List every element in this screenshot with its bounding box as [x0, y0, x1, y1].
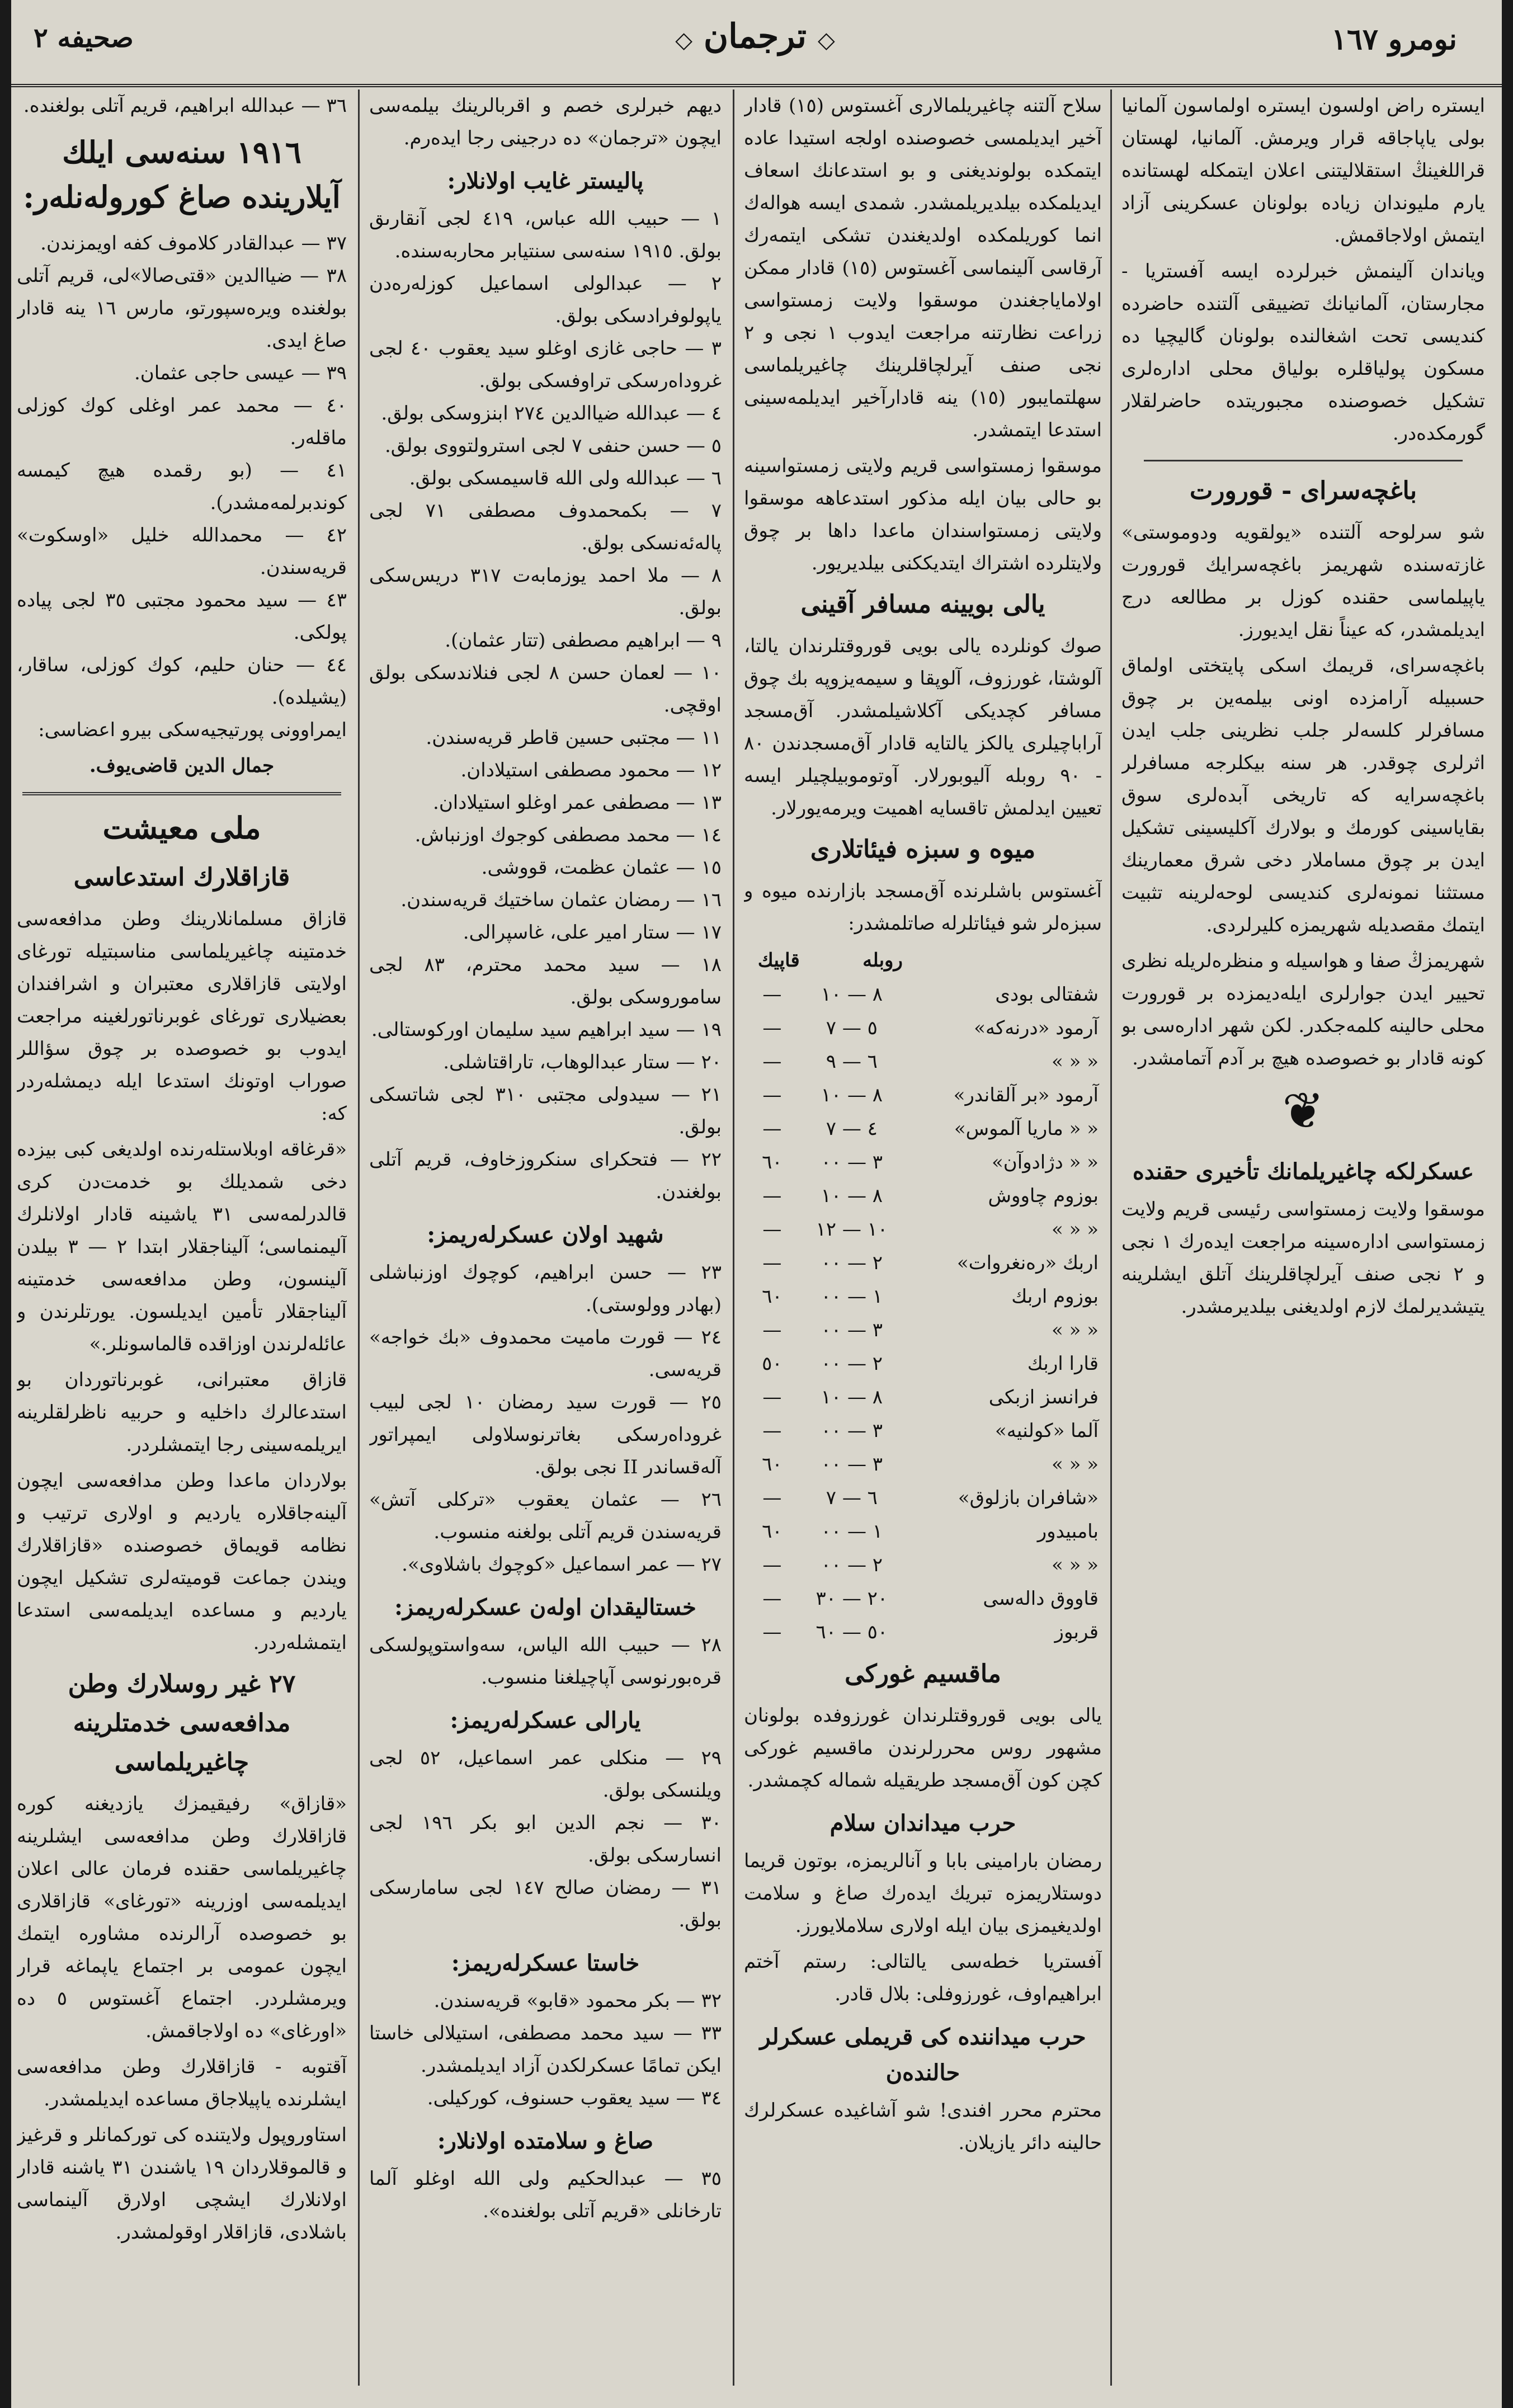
section-heading: صاغ و سلامتده اولانلار: [437, 2128, 654, 2154]
table-row [744, 1146, 1102, 1179]
price-rubles: ٥٠ — ٦٠ [816, 1621, 888, 1643]
price-item-name: اربك «رەنغروات» [956, 1252, 1099, 1274]
list-item: ٤٠ — محمد عمر اوغلى كوك كوزلى ماقلەر. [17, 394, 347, 449]
paragraph: شو سرلوحه آلتنده «يولقويه ودوموستى» غازته‌سنده شهريمز باغچه‌سرايك قورورت ياپيلماسى حقنده كوزل بر مطالعه درج ايديلمشدر، كه عيناً نقل ايديورز. [1121, 521, 1485, 641]
paragraph: موسقوا ولايت زمستواسى رئيسى قريم ولايت زمستواسى اداره‌سينه مراجعت ايده‌رك ١ نجى و ٢ نجى صنف آيرلچاقلرينك آتلق ايشلرينه يتيشديرلمك لازم اولديغنى بيلديرمشدر. [1121, 1198, 1485, 1318]
section-heading: ٢٧ غير روسلارك وطن مدافعه‌سى خدمتلرينه چاغيريلماسى [68, 1670, 296, 1776]
table-row [744, 1313, 1102, 1347]
price-table [744, 943, 1102, 1649]
list-item: ٩ — ابراهيم مصطفى (تتار عثمان). [445, 629, 722, 652]
table-row [744, 1078, 1102, 1112]
section-heading: حرب ميداننده كى قريملى عسكرلر حالندەن [760, 2024, 1086, 2086]
section-heading: پاليستر غايب اولانلار: [447, 168, 644, 194]
list-item: ١٨ — سيد محمد محترم، ٨٣ لجى ساموروسكى بولق. [369, 954, 722, 1009]
masthead [11, 0, 1502, 87]
column-rule [733, 89, 734, 2386]
list-item: ٣٦ — عبدالله ابراهيم، قريم آتلى بولغنده. [23, 95, 347, 117]
list-item: ٤٣ — سيد محمود مجتبى ٣٥ لجى پياده پولكى. [17, 589, 347, 644]
list-item: ٣٤ — سيد يعقوب حسنوف، كوركيلى. [427, 2087, 722, 2109]
paragraph: سلاح آلتنه چاغيريلمالارى آغستوس (١٥) قادار آخير ايديلمسى خصوصنده اولجه استيدا عاده ايتمكده بولونديغنى و بو استدعانك اسعاف ايديلمكده بيلديريلمشدر. شمدى ايسه هواله‌ك انما كوريلمكده اولديغندن تشكى ايتمه‌رك آرقاسى آلينماسى آغستوس (١٥) قادار ممكن اولاماياجغندن موسقوا ولايت زمستواسى زراعت نظارتنه مراجعت ايدوب ١ نجى و ٢ نجى صنف آيرلچاقلرينك چاغيريلماسى سهلتمايبور (١٥) ينه قادارآخير ايديلمه‌سينى استدعا ايتمشدر. [744, 95, 1102, 441]
price-rubles: ٣ — ٠٠ [821, 1453, 883, 1476]
list-item: ٢٠ — ستار عبدالوهاب، تاراقتاشلى. [443, 1051, 722, 1073]
price-item-name: « « » [1051, 1218, 1099, 1241]
table-row [744, 1548, 1102, 1582]
price-kopeks: ٦٠ [762, 1520, 783, 1543]
column-1 [1121, 89, 1485, 2386]
price-kopeks: — [762, 1084, 782, 1106]
price-kopeks: — [762, 983, 782, 1006]
price-item-name: « « » [1051, 1050, 1099, 1073]
price-kopeks: ٦٠ [762, 1285, 783, 1308]
price-rubles: ٢ — ٠٠ [821, 1252, 883, 1274]
paragraph: آقتوبه - قازاقلارك وطن مدافعه‌سى ايشلرنده ياپيلاجاق مساعده ايديلمشدر. [17, 2056, 347, 2110]
list-item: ٣٢ — بكر محمود «قابو» قريه‌سندن. [433, 1990, 722, 2012]
section-heading: ماقسيم غوركى [845, 1660, 1001, 1688]
list-item: ٤١ — (بو رقمده هيچ كيمسه كوندبرلمه‌مشدر). [17, 459, 347, 514]
list-item: ٣٧ — عبدالقادر كلاموف كفه اويمزندن. [40, 232, 347, 255]
paragraph: استاوروپول ولايتنده كى توركمانلر و قرغيز و قالموقلاردان ١٩ ياشندن ٣١ ياشنه قادار اولانلارك ايشچى اولارق آلينماسى باشلادى، قازاقلار اوقولمشدر. [17, 2124, 347, 2244]
paragraph: قازاق مسلمانلارينك وطن مدافعه‌سى خدمتينه چاغيريلماسى مناسبتيله تورغاى اولايتى قازاقلارى معتبران و اشرافندان بعضيلارى تورغاى غوبرناتورلغينه مراجعت ايدوب بو خصوصده بر چوق سؤاللر صوراب اوتونك استدعا ايله ديمشلەردر كه: [17, 908, 347, 1125]
section-heading: باغچه‌سراى - قورورت [1189, 477, 1417, 505]
table-row [744, 1045, 1102, 1078]
price-rubles: ٣ — ٠٠ [821, 1319, 883, 1341]
note: ايمراوونى پورتيجيه‌سكى بيرو اعضاسى: [38, 719, 347, 741]
price-kopeks: — [762, 1218, 782, 1241]
paragraph: باغچه‌سراى، قريمك اسكى پايتختى اولماق حسبيله آرامزده اونى بيلمه‌ين بر چوق مسافرلر كلسه‌لر جلب نظرينى جلب ايدن اثرلرى چوقدر. هر سنه بيكلرجه مسافرلر باغچه‌سرايه كه تاريخى آبده‌لرى سوق بقاياسينى كورمك و بولارك آكليسينى تشكيل ايدن بر چوق مساملار دخى شرق معمارينك مستثنا نمونه‌لرى كنديسى لوحه‌لرينه تثبيت ايتمك مقصديله شهريمزه كليرلردى. [1121, 654, 1485, 936]
price-kopeks: — [762, 1621, 782, 1643]
section-heading: يالى بويينه مسافر آقينى [800, 590, 1045, 619]
list-item: ٣٥ — عبدالحكيم ولى الله اوغلو آلما تارخانلى «قريم آتلى بولغنده». [369, 2167, 722, 2222]
price-rubles: ٨ — ١٠ [821, 1386, 883, 1408]
list-item: ٢١ — سيدولى مجتبى ٣١٠ لجى شاتسكى بولق. [369, 1083, 722, 1138]
list-item: ١٧ — ستار امير على، غاسپرالى. [463, 921, 722, 944]
list-item: ٧ — بكمحمدوف مصطفى ٧١ لجى پاله‌ئەنسكى بولق. [369, 499, 722, 554]
table-row [744, 978, 1102, 1011]
section-heading: ميوه و سبزه فيئاتلارى [810, 835, 1036, 864]
list-item: ١ — حبيب الله عباس، ٤١٩ لجى آنقارىق بولق. ١٩١٥ سنه‌سى سنتيابر محاربه‌سنده. [369, 208, 722, 262]
price-item-name: بامبيدور [1037, 1520, 1099, 1543]
name-list [369, 1985, 722, 2114]
column-rule [358, 89, 360, 2386]
price-item-name: « « » [1051, 1554, 1099, 1576]
divider [1144, 460, 1463, 461]
list-item: ٤٤ — حنان حليم، كوك كوزلى، ساقار، (يشيلده). [17, 654, 347, 709]
table-row [744, 1011, 1102, 1045]
list-item: ١٤ — محمد مصطفى كوجوك اوزنباش. [414, 824, 722, 846]
paragraph: موسقوا زمستواسى قريم ولايتى زمستواسينه بو حالى بيان ايله مذكور استدعاهه موسقوا ولايتى زمستواسندان ماعدا داها بر چوق ولايتلرده اشتراك ايتديككنى بيلديريور. [744, 455, 1102, 574]
price-kopeks: — [762, 1386, 782, 1408]
price-item-name: آرمود «بر آلقاندر» [953, 1084, 1099, 1106]
list-item: ٥ — حسن حنفى ٧ لجى استرولتووى بولق. [384, 435, 722, 457]
price-item-name: بوزوم اربك [1011, 1285, 1099, 1308]
price-item-name: قربوز [1054, 1621, 1099, 1643]
price-item-name: آرمود «درنه‌كه» [974, 1017, 1099, 1039]
table-row [744, 1213, 1102, 1246]
name-list [369, 1629, 722, 1694]
list-item: ١٦ — رمضان عثمان ساختيك قريه‌سندن. [400, 889, 722, 911]
price-kopeks: — [762, 1185, 782, 1207]
list-item: ١١ — مجتبى حسين قاطر قريه‌سندن. [426, 727, 722, 749]
section-heading: قازاقلارك استدعاسى [73, 863, 290, 892]
price-item-name: فرانسز ازبكى [988, 1386, 1099, 1408]
issue-number: نومرو ١٦٧ [1331, 22, 1457, 56]
price-kopeks: ٦٠ [762, 1453, 783, 1476]
list-item: ٦ — عبدالله ولى الله قاسيمسكى بولق. [409, 467, 722, 489]
divider [22, 792, 341, 795]
section-heading: ١٩١٦ سنه‌سى ايلك آيلارينده صاغ كوروله‌نلەر: [23, 134, 341, 215]
table-row [744, 1246, 1102, 1280]
price-item-name: قارا اربك [1027, 1353, 1099, 1375]
list-item: ٣٩ — عيسى حاجى عثمان. [134, 362, 347, 384]
paragraph: محترم محرر افندى! شو آشاغيده عسكرلرك حالينه دائر يازيلان. [744, 2099, 1102, 2154]
price-rubles: ٥ — ٧ [826, 1017, 878, 1039]
price-rubles: ٨ — ١٠ [821, 1185, 883, 1207]
section-heading: حرب ميداندان سلام [829, 1810, 1016, 1836]
paragraph: آفستريا خطه‌سى يالتالى: رستم آختم ابراهيم‌اوف، غورزوفلى: بلال قادر. [744, 1950, 1102, 2005]
table-row [744, 1347, 1102, 1380]
price-item-name: «شافران بازلوق» [958, 1487, 1099, 1509]
newspaper-page [11, 0, 1502, 2408]
paragraph: شهريمزڭ صفا و هواسيله و منظره‌لريله نظرى تحيير ايدن جوارلرى ايله‌ديمزده بر قورورت محلى حالينه كلمه‌جكدر. لكن شهر اداره‌سى بو كونه قادار بو خصوصده هيچ بر آدم آتمامشدر. [1121, 950, 1485, 1069]
price-kopeks: — [762, 1587, 782, 1610]
price-kopeks: — [762, 1554, 782, 1576]
list-item: ١٩ — سيد ابراهيم سيد سليمان اوركوستالى. [371, 1019, 722, 1041]
column-2 [744, 89, 1102, 2386]
price-rubles: ٢ — ٠٠ [821, 1554, 883, 1576]
list-item: ١٥ — عثمان عظمت، قووشى. [481, 856, 722, 879]
paragraph: يالى بويى قوروقتلرندان غورزوفده بولونان مشهور روس محررلرندن ماقسيم غوركى كچن كون آق‌مسجد طريقيله شماله كچمشدر. [744, 1704, 1102, 1792]
list-item: ٢٦ — عثمان يعقوب «تركلى آتش» قريه‌سندن قريم آتلى بولغنه منسوب. [369, 1488, 722, 1543]
price-kopeks: — [762, 1420, 782, 1442]
list-item: ٤ — عبدالله ضياالدين ٢٧٤ ابنزوسكى بولق. [381, 402, 722, 425]
column-header [903, 943, 1102, 978]
price-kopeks: — [762, 1319, 782, 1341]
price-item-name: بوزوم چاووش [988, 1185, 1099, 1207]
price-kopeks: — [762, 1118, 782, 1140]
paragraph: وياندان آلينمش خبرلرده ايسه آفستريا - مجارستان، آلمانيانك تضييقى آلتنده حاضرده كنديسى تحت اشغالنده بولونان گاليچيا ده مسكون پولياقلره بولياق محلى اداره‌لرى تشكيل خصوصنده مجبوريتده حاضرلقلار گورمكده‌در. [1121, 260, 1485, 445]
price-item-name: « « » [1051, 1319, 1099, 1341]
table-row [744, 1179, 1102, 1213]
newspaper-title: ◇ ترجمان ◇ [615, 17, 895, 56]
price-kopeks: ٥٠ [762, 1353, 783, 1375]
price-table-header [744, 943, 1102, 978]
ornament-icon: ❦ [1282, 1082, 1325, 1141]
price-rubles: ٣ — ٠٠ [821, 1420, 883, 1442]
price-item-name: آلما «كولنيه» [994, 1420, 1099, 1442]
column-4 [17, 89, 347, 2386]
price-rubles: ٢ — ٠٠ [821, 1353, 883, 1375]
price-rubles: ٦ — ٩ [826, 1050, 878, 1073]
list-item: ٢٢ — فتحكراى سنكروزخاوف، قريم آتلى بولغندن. [369, 1148, 722, 1203]
list-item: ٣٠ — نجم الدين ابو بكر ١٩٦ لجى انسارسكى بولق. [369, 1812, 722, 1867]
table-row [744, 1448, 1102, 1481]
table-row [744, 1481, 1102, 1515]
price-rubles: ١٠ — ١٢ [816, 1218, 888, 1241]
section-heading: عسكرلكه چاغيريلمانك تأخيرى حقنده [1132, 1158, 1474, 1185]
table-row [744, 1414, 1102, 1448]
price-kopeks: ٦٠ [762, 1151, 783, 1174]
list-item: ٢ — عبدالولى اسماعيل كوزلەرەدن ياپولوفرادسكى بولق. [369, 272, 722, 327]
list-item: ١٣ — مصطفى عمر اوغلو استيلادان. [433, 791, 722, 814]
list-item: ٨ — ملا احمد يوزمابەت ٣١٧ دريس‌سكى بولق. [369, 564, 722, 619]
name-list [369, 1742, 722, 1936]
signature: جمال الدين قاضى‌يوف. [89, 755, 275, 777]
table-row [744, 1112, 1102, 1146]
table-row [744, 1380, 1102, 1414]
paragraph: رمضان بارامينى بابا و آنالريمزه، بوتون قريما دوستلاريمزه تبريك ايدەرك صاغ و سلامت اولديغيمزى بيان ايله اولارى سلاملايورز. [744, 1850, 1102, 1937]
name-list [369, 2162, 722, 2227]
paragraph: آغستوس باشلرنده آق‌مسجد بازارنده ميوه و سبزه‌لر شو فيئاتلرله صاتلمشدر: [744, 880, 1102, 935]
section-heading: شهيد اولان عسكرلەريمز: [427, 1222, 664, 1248]
price-kopeks: — [762, 1017, 782, 1039]
table-row [744, 1280, 1102, 1313]
price-item-name: « « ماريا آلموس» [954, 1118, 1099, 1140]
name-list [369, 202, 722, 1208]
price-item-name: قاووق داله‌سى [983, 1587, 1099, 1610]
section-heading: خاستا عسكرلەريمز: [451, 1950, 640, 1976]
name-list [369, 1256, 722, 1581]
paragraph: «قرغاقه اوبلاستلەرنده اولديغى كبى بيزده دخى شمديلك بو خدمت‌دن كرى قالدرلمه‌سى ۳۱ ياشينە قادار اولانلرك آليمنماسى؛ آليناجقلار ابتدا ۲ — ۳ بيلدن آلينسون، وطن مدافعه‌سى خدمتينه آليناجقلار تأمين ايديلسون. يورتلرندن و عائله‌لرندن اوزاقده قالماسونلر.» [17, 1138, 347, 1355]
list-item: ٣ — حاجى غازى اوغلو سيد يعقوب ٤٠ لجى غروداەرسكى تراوفسكى بولق. [369, 337, 722, 392]
column-rule [1110, 89, 1112, 2386]
price-rubles: ١ — ٠٠ [821, 1285, 883, 1308]
paragraph: ديهم خبرلرى خصم و اقربالرينك بيلمه‌سى ايچون «ترجمان» ده درجينى رجا ايدەرم. [369, 95, 722, 149]
price-rubles: ٦ — ٧ [826, 1487, 878, 1509]
price-rubles: ٤ — ٧ [826, 1118, 878, 1140]
paragraph: ايستره راض اولسون ايستره اولماسون آلمانيا بولى ياپاجاقه قرار ويرمش. آلمانيا، لهستان قراللغينڭ استقلاليتنى اعلان ايتمكله لهستانده يارم مليوندان زياده بولونان عسكرينى آزاد ايتمش اولاجاقمش. [1121, 95, 1485, 247]
list-item: ٢٨ — حبيب الله الياس، سەواستوپولسكى قره‌بورنوسى آپاچيلغنا منسوب. [369, 1634, 722, 1689]
section-heading: يارالى عسكرلەريمز: [450, 1707, 641, 1733]
list-item: ١٢ — محمود مصطفى استيلادان. [460, 759, 722, 781]
section-heading: خستاليقدان اولەن عسكرلەريمز: [394, 1594, 696, 1620]
table-row [744, 1615, 1102, 1649]
price-rubles: ٨ — ١٠ [821, 983, 883, 1006]
list-item: ١٠ — لعمان حسن ٨ لجى فنلاندسكى بولق اوقچى. [369, 662, 722, 717]
column-header: قاپيك [757, 949, 800, 972]
column-header: روبله [862, 949, 903, 972]
paragraph: قازاق معتبرانى، غوبرناتوردان بو استدعالرك داخليه و حربيه ناظرلقلرينه ايريلمه‌سينى رجا ايتمشلردر. [17, 1369, 347, 1456]
list-item: ٤٢ — محمدالله خليل «اوسكوت» قريه‌سندن. [17, 524, 347, 579]
list-item: ٢٤ — قورت ماميت محمدوف «بك خواجه» قريه‌سى. [369, 1326, 722, 1381]
price-rubles: ٢٠ — ٣٠ [816, 1587, 888, 1610]
list-item: ٢٧ — عمر اسماعيل «كوچوك باشلاوى». [402, 1553, 722, 1576]
paragraph: صوك كونلرده يالى بويى قوروقتلرندان يالتا، آلوشتا، غورزوف، آلوپقا و سيمه‌يزوپه بك چوق مسافر كچديكى آكلاشيلمشدر. آق‌مسجد آرابا‌چيلرى يالكز يالتايه قادار آق‌مسجدندن ٨٠ - ٩٠ روبله آليوبورلار. آوتوموبيلچيلر ايسه تعيين ايدلمش تاقسايه اهميت ويرمه‌يورلار. [744, 635, 1102, 819]
paragraph: «قازاق» رفيقيمزك يازديغنه كوره قازاقلارك وطن مدافعه‌سى ايشلرينه چاغيريلماسى حقنده فرمان عالى اعلان ايديلمه‌سى اوزرينه «تورغاى» قازاقلارى بو خصوصده آرالرنده مشاوره ايتمك ايچون عمومى بر اجتماع ياپماغه قرار ويرمشلردر. اجتماع آغستوس ٥ ده «اورغاى» ده اولاجاقمش. [17, 1793, 347, 2042]
list-item: ٣٨ — ضياالدين «قتى‌صالا»لى، قريم آتلى بولغنده ويرەسپورتو، مارس ١٦ ينه قادار صاغ ايدى. [17, 265, 347, 352]
price-item-name: شفتالى بودى [995, 983, 1099, 1006]
name-list [17, 227, 347, 714]
table-row [744, 1582, 1102, 1615]
price-kopeks: — [762, 1252, 782, 1274]
column-3 [369, 89, 722, 2386]
price-item-name: « « » [1051, 1453, 1099, 1476]
list-item: ٣١ — رمضان صالح ١٤٧ لجى سامارسكى بولق. [369, 1877, 722, 1931]
list-item: ٢٥ — قورت سيد رمضان ١٠ لجى لبيب غروداەرسكى بغاترنوسلاولى ايمپراتور آلەقساندر II نجى بولق. [369, 1391, 722, 1478]
page-label: صحيفه ٢ [34, 22, 134, 54]
price-kopeks: — [762, 1487, 782, 1509]
list-item: ٢٣ — حسن ابراهيم، كوچوك اوزنباشلى (بهادر وولوستى). [369, 1261, 722, 1316]
list-item: ٣٣ — سيد محمد مصطفى، استيلالى خاستا ايكن تمامًا عسكرلكدن آزاد ايديلمشدر. [369, 2022, 722, 2077]
price-kopeks: — [762, 1050, 782, 1073]
section-heading: ملى معيشت [102, 810, 261, 846]
price-item-name: « « دژادوآن» [991, 1151, 1099, 1174]
price-rubles: ٨ — ١٠ [821, 1084, 883, 1106]
name-list [17, 89, 347, 122]
price-rubles: ٣ — ٠٠ [821, 1151, 883, 1174]
list-item: ٢٩ — منكلى عمر اسماعيل، ٥٢ لجى ويلنسكى بولق. [369, 1747, 722, 1802]
price-rubles: ١ — ٠٠ [821, 1520, 883, 1543]
table-row [744, 1515, 1102, 1548]
paragraph: بولاردان ماعدا وطن مدافعه‌سى ايچون آلينه‌جاقلاره يارديم و اولارى ترتيب و نظامه قويماق خصوصنده «قازاقلارك ويندن جماعت قوميته‌لرى تشكيل ايچون يارديم و مساعده ايديلمه‌سى استدعا ايتمشلەردر. [17, 1469, 347, 1654]
